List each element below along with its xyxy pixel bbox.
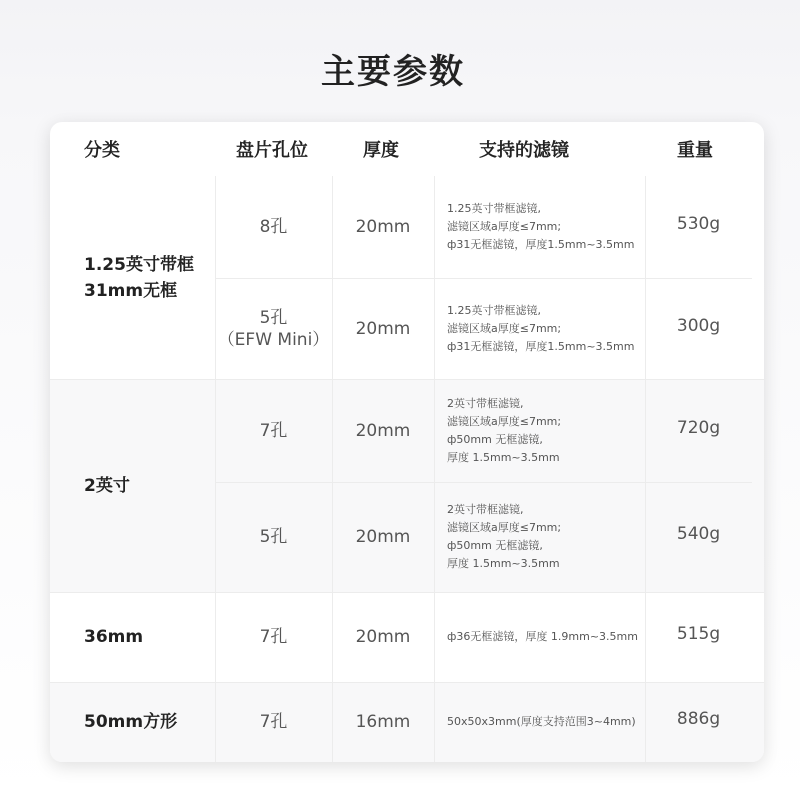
- cell-line: 滤镜区域a厚度≤7mm;: [447, 521, 562, 534]
- header-thickness: 厚度: [363, 140, 399, 161]
- cell-line: 2英寸带框滤镜,: [447, 396, 524, 410]
- filters-cell: [434, 278, 645, 379]
- category-cell: [50, 592, 215, 682]
- holes-cell: [215, 379, 332, 482]
- holes-cell: [215, 682, 332, 762]
- filters-cell: [434, 592, 645, 682]
- cell-line: ф50mm 无框滤镜,: [447, 539, 543, 552]
- category-cell: [50, 379, 215, 592]
- thickness-cell: 20mm: [355, 627, 411, 647]
- cell-line: 2英寸带框滤镜,: [447, 503, 524, 516]
- category-label: 1.25英寸带框: [84, 254, 194, 275]
- holes-cell: [215, 592, 332, 682]
- cell-line: ф31无框滤镜，厚度1.5mm~3.5mm: [447, 238, 635, 251]
- cell-line: 7孔: [259, 420, 288, 441]
- cell-line: 滤镜区域a厚度≤7mm;: [447, 414, 562, 428]
- cell-line: 1.25英寸带框滤镜,: [447, 303, 541, 317]
- cell-line: 滤镜区域a厚度≤7mm;: [447, 220, 562, 233]
- header-category: 分类: [84, 140, 120, 161]
- filters-cell: [434, 482, 645, 592]
- category-label: 36mm: [84, 627, 144, 647]
- weight-cell: 300g: [676, 315, 721, 336]
- filters-cell: [434, 682, 645, 762]
- filters-cell: [434, 176, 645, 278]
- cell-line: ф36无框滤镜，厚度 1.9mm~3.5mm: [447, 630, 638, 643]
- thickness-cell: 16mm: [355, 712, 411, 732]
- cell-line: ф50mm 无框滤镜,: [447, 432, 543, 446]
- holes-cell: [215, 278, 332, 379]
- cell-line: 5孔: [259, 307, 288, 328]
- cell-line: 5孔: [259, 527, 288, 547]
- cell-line: 7孔: [259, 712, 288, 732]
- page-title: 主要参数: [321, 52, 465, 92]
- filters-cell: [434, 379, 645, 482]
- header-weight: 重量: [677, 140, 713, 161]
- thickness-cell: 20mm: [355, 420, 411, 441]
- cell-line: （EFW Mini）: [217, 329, 330, 350]
- category-label: 50mm方形: [84, 712, 178, 732]
- category-cell: [50, 682, 215, 762]
- cell-line: 7孔: [259, 627, 288, 647]
- category-label: 2英寸: [84, 475, 130, 496]
- header-holes: 盘片孔位: [236, 140, 308, 161]
- cell-line: 1.25英寸带框滤镜,: [447, 202, 541, 215]
- cell-line: ф31无框滤镜，厚度1.5mm~3.5mm: [447, 339, 635, 353]
- thickness-cell: 20mm: [355, 527, 411, 547]
- spec-table: [50, 122, 764, 762]
- cell-line: 8孔: [259, 217, 288, 237]
- weight-cell: 540g: [676, 524, 721, 544]
- holes-cell: [215, 482, 332, 592]
- weight-cell: 886g: [676, 709, 721, 729]
- holes-cell: [215, 176, 332, 278]
- weight-cell: 515g: [676, 624, 721, 644]
- cell-line: 厚度 1.5mm~3.5mm: [447, 557, 560, 570]
- thickness-cell: 20mm: [355, 217, 411, 237]
- weight-cell: 720g: [676, 417, 721, 438]
- cell-line: 50x50x3mm(厚度支持范围3~4mm): [447, 715, 636, 728]
- category-cell: [50, 176, 215, 379]
- header-filters: 支持的滤镜: [479, 140, 569, 161]
- cell-line: 厚度 1.5mm~3.5mm: [447, 450, 560, 464]
- thickness-cell: 20mm: [355, 318, 411, 339]
- weight-cell: 530g: [676, 214, 721, 234]
- cell-line: 滤镜区域a厚度≤7mm;: [447, 321, 562, 335]
- category-label: 31mm无框: [84, 280, 178, 301]
